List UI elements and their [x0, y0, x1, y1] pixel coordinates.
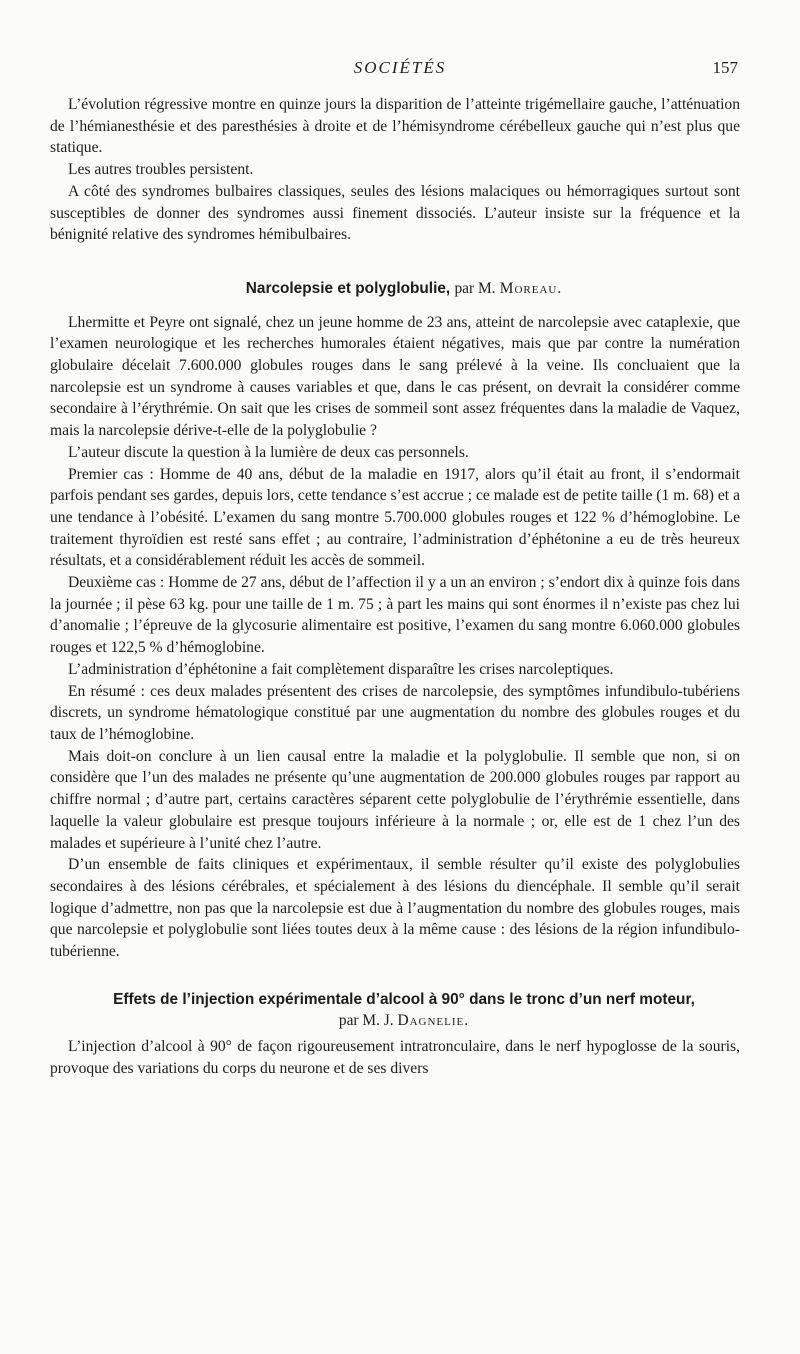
paragraph: L’évolution régressive montre en quinze jours la disparition de l’atteinte trigémellaire gauche, l’atténuation de l’hémianesthésie et des paresthésies à droite et de l’hémisyndrome cérébelleux gauche qui n’est plus que statique.	[50, 96, 740, 157]
paragraph: Premier cas : Homme de 40 ans, début de la maladie en 1917, alors qu’il était au front, il s’endormait parfois pendant ses gardes, depuis lors, cette tendance s’est accrue ; ce malade est de petite taille (1 m. 68) et a une tendance à l’obésité. L’examen du sang montre 5.700.000 globules rouges et 122 % d’hémoglobine. Le traitement thyroïdien est resté sans effet ; au contraire, l’administration d’éphétonine a eu de très heureux résultats, et a considérablement réduit les accès de sommeil.	[50, 465, 740, 570]
author-name: Dagnelie.	[397, 1012, 470, 1030]
section-title: Effets de l’injection expérimentale d’alcool à 90° dans le tronc d’un nerf moteur,	[113, 990, 695, 1008]
section-heading-narcolepsie	[50, 278, 740, 300]
paragraph: L’auteur discute la question à la lumière de deux cas personnels.	[68, 443, 469, 461]
section-title: Narcolepsie et polyglobulie,	[245, 279, 451, 297]
running-title: SOCIÉTÉS	[353, 58, 447, 77]
section-heading-effets	[50, 989, 740, 1011]
paragraph: En résumé : ces deux malades présentent des crises de narcolepsie, des symptômes infundibulo-tubériens discrets, un syndrome hématologique constitué par une augmentation du nombre des globules rouges et du taux de l’hémoglobine.	[50, 682, 740, 743]
paragraph: A côté des syndromes bulbaires classiques, seules des lésions malaciques ou hémorragiques surtout sont susceptibles de donner des syndromes aussi finement dissociés. L’auteur insiste sur la fréquence et la bénignité relative des syndromes hémibulbaires.	[50, 182, 740, 244]
byline-prefix: par M.	[454, 279, 496, 297]
paragraph: Mais doit-on conclure à un lien causal entre la maladie et la polyglobulie. Il semble que non, si on considère que l’un des malades ne présente qu’une augmentation de 200.000 globules rouges par rapport au chiffre normal ; d’autre part, certains caractères séparent cette polyglobulie de l’érythrémie essentielle, dans laquelle la valeur globulaire est presque toujours inférieure à la normale ; or, elle est de 1 chez l’un des malades et supérieure à l’unité chez l’autre.	[50, 747, 740, 852]
paragraph: Les autres troubles persistent.	[68, 161, 254, 179]
paragraph: L’administration d’éphétonine a fait complètement disparaître les crises narcoleptiques.	[68, 660, 614, 678]
paragraph: Lhermitte et Peyre ont signalé, chez un jeune homme de 23 ans, atteint de narcolepsie avec cataplexie, que l’examen neurologique et les recherches humorales étaient négatives, mais que par contre la numération globulaire décelait 7.600.000 globules rouges dans le sang prélevé à la veine. Ils concluaient que la narcolepsie est un syndrome à causes variables et que, dans le cas présent, on devrait la considérer comme secondaire à l’érythrémie. On sait que les crises de sommeil sont assez fréquentes dans la maladie de Vaquez, mais la narcolepsie dérive-t-elle de la polyglobulie ?	[50, 313, 740, 440]
paragraph: Deuxième cas : Homme de 27 ans, début de l’affection il y a un an environ ; s’endort dix à quinze fois dans la journée ; il pèse 63 kg. pour une taille de 1 m. 75 ; à part les mains qui sont énormes il n’existe pas chez lui d’anomalie ; l’épreuve de la glycosurie alimentaire est positive, l’examen du sang montre 6.060.000 globules rouges et 122,5 % d’hémoglobine.	[50, 574, 740, 657]
byline	[50, 1010, 740, 1032]
byline-prefix: par M. J.	[338, 1012, 394, 1030]
running-header	[0, 58, 800, 84]
paragraph: L’injection d’alcool à 90° de façon rigoureusement intratronculaire, dans le nerf hypoglosse de la souris, provoque des variations du corps du neurone et de ses divers	[50, 1038, 740, 1077]
author-name: Moreau.	[499, 279, 563, 297]
page-number: 157	[712, 58, 738, 77]
body-text	[50, 94, 740, 1080]
paragraph: D’un ensemble de faits cliniques et expérimentaux, il semble résulter qu’il existe des polyglobulies secondaires à des lésions cérébrales, et spécialement à des lésions du diencéphale. Il semble qu’il serait logique d’admettre, non pas que la narcolepsie est due à l’augmentation du nombre des globules rouges, mais que narcolepsie et polyglobulie sont liées toutes deux à la même cause : des lésions de la région infundibulo-tubérienne.	[50, 856, 740, 961]
